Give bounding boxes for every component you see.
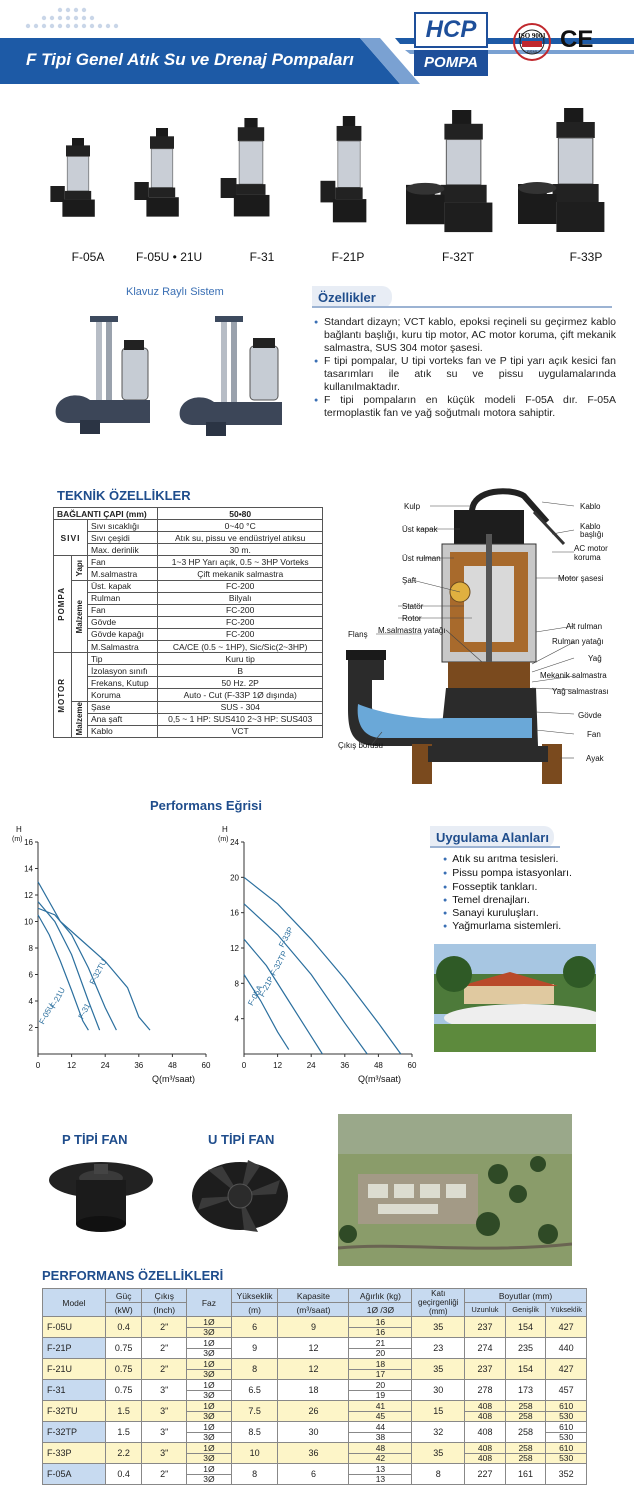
label-kulp: Kulp [404, 502, 421, 511]
series-label: F-32TU [87, 957, 109, 987]
cell-uz: 408 [465, 1422, 506, 1443]
spec-value: FC-200 [158, 580, 323, 592]
spec-value: 1~3 HP Yarı açık, 0.5 ~ 3HP Vorteks [158, 556, 323, 568]
feature-item: ● Standart dizayn; VCT kablo, epoksi reçineli su geçirmez kablo bağlantı başlığı, kuru tip motor, AC motor koruma, çift mekanik salmastra, SUS 304 motor şasesi. [316, 316, 616, 355]
logo-top-text: HCP [414, 12, 488, 48]
spec-value: FC-200 [158, 628, 323, 640]
series-label: F-21P [257, 974, 276, 999]
performance-table [42, 1288, 587, 1485]
x-tick-label: 60 [201, 1061, 211, 1070]
spec-value: Auto - Cut (F-33P 1Ø dışında) [158, 689, 323, 701]
y-tick-label: 4 [234, 1014, 239, 1024]
y-axis-unit: (m) [12, 836, 23, 843]
x-axis-label: Q(m³/saat) [358, 1074, 402, 1084]
x-tick-label: 12 [67, 1061, 77, 1070]
pump-image [218, 118, 284, 218]
x-tick-label: 24 [100, 1061, 110, 1070]
cell-faz: 1Ø 3Ø [187, 1422, 232, 1443]
cell-gen: 258 [505, 1422, 546, 1443]
y-tick-label: 24 [230, 838, 239, 847]
cell-guc: 1.5 [105, 1422, 142, 1443]
cell-gen: 258 258 [505, 1443, 546, 1464]
label-flans: Flanş [348, 630, 368, 639]
cell-yu: 352 [546, 1464, 587, 1485]
cell-uz: 408 408 [465, 1443, 506, 1464]
spec-label: Sıvı sıcaklığı [88, 520, 158, 532]
spec-value: 30 m. [158, 544, 323, 556]
spec-label: Tip [88, 653, 158, 665]
col-faz: Faz [187, 1289, 232, 1317]
y-tick-label: 20 [230, 873, 239, 883]
spec-label: Rulman [88, 592, 158, 604]
col-genislik: Genişlik [505, 1303, 546, 1317]
label-rotor: Rotor [402, 614, 422, 623]
y-tick-label: 16 [230, 908, 239, 918]
cell-cikis: 3" [142, 1422, 187, 1443]
cell-agr: 18 17 [349, 1359, 412, 1380]
cell-yu: 610 530 [546, 1443, 587, 1464]
spec-value: Atık su, pissu ve endüstriyel atıksu [158, 532, 323, 544]
product-label: F-05A [71, 250, 105, 264]
spec-value: B [158, 665, 323, 677]
y-tick-label: 12 [230, 944, 239, 953]
series-label: F-05U [37, 1001, 56, 1026]
cell-guc: 1.5 [105, 1401, 142, 1422]
x-axis-label: Q(m³/saat) [152, 1074, 196, 1084]
cell-guc: 0.75 [105, 1359, 142, 1380]
cell-model: F-05A [43, 1464, 106, 1485]
cell-kati: 8 [412, 1464, 465, 1485]
cell-model: F-21P [43, 1338, 106, 1359]
label-kablo-basligi-1: Kablo [580, 522, 601, 531]
cell-yuk: 6 [231, 1317, 278, 1338]
col-cikis: Çıkış [142, 1289, 187, 1303]
label-mekanik-salmastra: Mekanik salmastra [540, 671, 607, 680]
label-stator: Statör [402, 602, 424, 611]
cell-yuk: 6.5 [231, 1380, 278, 1401]
ce-mark: CE [560, 26, 594, 53]
cell-model: F-32TP [43, 1422, 106, 1443]
cell-uz: 278 [465, 1380, 506, 1401]
app-item: ● Yağmurlama sistemleri. [443, 920, 561, 932]
cell-faz: 1Ø 3Ø [187, 1380, 232, 1401]
x-tick-label: 0 [35, 1061, 41, 1070]
spec-label: Gövde [88, 616, 158, 628]
curve-f-32tp [244, 904, 367, 1054]
product-label: F-32T [441, 250, 474, 264]
table-row [43, 1464, 587, 1485]
label-cikis-borusu: Çıkış borusu [338, 741, 383, 750]
spec-label: Koruma [88, 689, 158, 701]
group-sivi: SIVI [54, 520, 88, 556]
series-label: F-33P [277, 925, 296, 949]
page-title: F Tipi Genel Atık Su ve Drenaj Pompaları [26, 50, 354, 69]
perf-curve-title: Performans Eğrisi [150, 798, 262, 813]
col-cikis-unit: (Inch) [142, 1303, 187, 1317]
rail-system-caption: Klavuz Raylı Sistem [126, 286, 224, 298]
product-label: F-21P [331, 250, 365, 264]
app-item: ● Temel drenajları. [443, 894, 530, 906]
app-item: ● Fosseptik tankları. [443, 881, 537, 893]
app-item: ● Atık su arıtma tesisleri. [443, 853, 558, 865]
table-row [43, 1443, 587, 1464]
pump-image [132, 128, 192, 218]
cell-yuk: 8 [231, 1464, 278, 1485]
spec-value: Bilyalı [158, 592, 323, 604]
cell-agr: 13 13 [349, 1464, 412, 1485]
feature-item: ● F tipi pompalar, U tipi vorteks fan ve P tipi yarı açık kesici fan tasarımları ile atık su ve pissu uygulamalarında kullanılmaktadır. [316, 355, 616, 394]
col-agirlik-unit: 1Ø /3Ø [349, 1303, 412, 1317]
cell-model: F-05U [43, 1317, 106, 1338]
u-type-fan-image [188, 1150, 292, 1240]
cell-kati: 35 [412, 1359, 465, 1380]
col-boyut: Boyutlar (mm) [465, 1289, 587, 1303]
connection-value: 50•80 [158, 508, 323, 520]
pump-image [518, 108, 614, 238]
cell-agr: 16 16 [349, 1317, 412, 1338]
u-fan-label: U TİPİ FAN [208, 1132, 275, 1147]
cell-yu: 610 530 [546, 1422, 587, 1443]
cell-cikis: 3" [142, 1443, 187, 1464]
spec-value: 0,5 ~ 1 HP: SUS410 2~3 HP: SUS403 [158, 713, 323, 725]
cell-faz: 1Ø 3Ø [187, 1464, 232, 1485]
table-row [43, 1359, 587, 1380]
y-tick-label: 14 [24, 864, 33, 874]
y-tick-label: 10 [24, 917, 33, 927]
aerial-facility-photo [338, 1114, 572, 1266]
cell-cikis: 2" [142, 1338, 187, 1359]
cell-cikis: 2" [142, 1317, 187, 1338]
cell-kati: 35 [412, 1443, 465, 1464]
hcp-logo [414, 12, 488, 76]
table-row [43, 1380, 587, 1401]
label-govde: Gövde [578, 711, 602, 720]
app-item: ● Sanayi kuruluşları. [443, 907, 539, 919]
cell-cikis: 3" [142, 1401, 187, 1422]
col-uzunluk: Uzunluk [465, 1303, 506, 1317]
col-model: Model [43, 1289, 106, 1317]
y-tick-label: 6 [28, 970, 33, 980]
col-yukseklik2: Yükseklik [546, 1303, 587, 1317]
connection-label: BAĞLANTI ÇAPI (mm) [54, 508, 158, 520]
cell-model: F-31 [43, 1380, 106, 1401]
label-ac-motor-2: koruma [574, 553, 601, 562]
spec-label: M.salmastra [88, 568, 158, 580]
spec-label: Ana şaft [88, 713, 158, 725]
sub-malzeme-motor: Malzeme [72, 701, 88, 737]
col-kapasite-unit: (m³/saat) [278, 1303, 349, 1317]
spec-label: Fan [88, 604, 158, 616]
cell-kap: 9 [278, 1317, 349, 1338]
pump-image [48, 138, 108, 218]
label-alt-rulman: Alt rulman [566, 622, 603, 631]
cell-cikis: 3" [142, 1380, 187, 1401]
x-tick-label: 36 [340, 1061, 350, 1070]
cell-yuk: 10 [231, 1443, 278, 1464]
label-motor-sasesi: Motor şasesi [558, 574, 604, 583]
p-fan-label: P TİPİ FAN [62, 1132, 128, 1147]
cell-gen: 161 [505, 1464, 546, 1485]
p-type-fan-image [46, 1150, 156, 1234]
cell-guc: 0.4 [105, 1464, 142, 1485]
spec-label: İzolasyon sınıfı [88, 665, 158, 677]
cell-faz: 1Ø 3Ø [187, 1317, 232, 1338]
cell-gen: 173 [505, 1380, 546, 1401]
y-tick-label: 8 [28, 944, 33, 953]
application-photo-plant [434, 944, 596, 1052]
label-yag-salmastrasi: Yağ salmastrası [552, 687, 609, 696]
spec-value: SUS - 304 [158, 701, 323, 713]
cell-gen: 235 [505, 1338, 546, 1359]
spec-value: FC-200 [158, 616, 323, 628]
cell-yu: 427 [546, 1359, 587, 1380]
cell-kati: 15 [412, 1401, 465, 1422]
cell-kap: 6 [278, 1464, 349, 1485]
logo-bottom-text: POMPA [414, 50, 488, 76]
table-row [43, 1338, 587, 1359]
cell-faz: 1Ø 3Ø [187, 1443, 232, 1464]
label-ayak: Ayak [586, 754, 604, 763]
cell-kap: 26 [278, 1401, 349, 1422]
cell-gen: 154 [505, 1317, 546, 1338]
cell-uz: 408 408 [465, 1401, 506, 1422]
cell-model: F-21U [43, 1359, 106, 1380]
y-axis-unit: (m) [218, 836, 229, 843]
y-axis-label: H [222, 825, 228, 834]
label-m-salmastra-yatagi: M.salmastra yatağı [378, 626, 446, 635]
y-tick-label: 8 [234, 979, 239, 989]
cell-kati: 23 [412, 1338, 465, 1359]
col-kapasite: Kapasite [278, 1289, 349, 1303]
spec-label: Max. derinlik [88, 544, 158, 556]
cell-guc: 0.75 [105, 1380, 142, 1401]
spec-value: 0~40 °C [158, 520, 323, 532]
y-axis-label: H [16, 825, 22, 834]
cell-model: F-32TU [43, 1401, 106, 1422]
applications-title: Uygulama Alanları [436, 830, 549, 845]
cell-uz: 274 [465, 1338, 506, 1359]
x-tick-label: 0 [241, 1061, 247, 1070]
cell-faz: 1Ø 3Ø [187, 1401, 232, 1422]
sub-malzeme: Malzeme [72, 580, 88, 653]
cell-agr: 44 38 [349, 1422, 412, 1443]
cell-agr: 41 45 [349, 1401, 412, 1422]
cell-cikis: 2" [142, 1464, 187, 1485]
cell-kati: 32 [412, 1422, 465, 1443]
curve-f-33p [244, 877, 401, 1054]
spec-label: M.Salmastra [88, 641, 158, 653]
perf-table-title: PERFORMANS ÖZELLİKLERİ [42, 1268, 224, 1283]
spec-label: Şase [88, 701, 158, 713]
cell-yu: 610 530 [546, 1401, 587, 1422]
tech-specs-title: TEKNİK ÖZELLİKLER [57, 488, 191, 503]
spec-value: FC-200 [158, 604, 323, 616]
cell-yuk: 7.5 [231, 1401, 278, 1422]
table-row [43, 1401, 587, 1422]
series-label: F-31 [76, 1001, 93, 1021]
cell-model: F-33P [43, 1443, 106, 1464]
cell-kap: 36 [278, 1443, 349, 1464]
cell-cikis: 2" [142, 1359, 187, 1380]
spec-value: CA/CE (0.5 ~ 1HP), Sic/Sic(2~3HP) [158, 641, 323, 653]
spec-label: Kablo [88, 725, 158, 737]
applications-rule [430, 846, 560, 848]
cell-uz: 237 [465, 1317, 506, 1338]
series-label: F-32TP [268, 949, 290, 978]
x-tick-label: 36 [134, 1061, 144, 1070]
x-tick-label: 48 [167, 1061, 177, 1070]
x-tick-label: 48 [373, 1061, 383, 1070]
spec-label: Fan [88, 556, 158, 568]
cell-faz: 1Ø 3Ø [187, 1359, 232, 1380]
col-kati: Katı geçirgenliği (mm) [412, 1289, 465, 1317]
header-dots [24, 4, 134, 30]
label-ac-motor-1: AC motor [574, 544, 608, 553]
spec-value: VCT [158, 725, 323, 737]
y-tick-label: 4 [28, 997, 33, 1006]
perf-chart-left [8, 822, 220, 1102]
group-pompa: POMPA [54, 556, 72, 653]
spec-label: Sıvı çeşidi [88, 532, 158, 544]
iso-certificate-icon [512, 22, 552, 62]
table-row [43, 1422, 587, 1443]
cell-yu: 457 [546, 1380, 587, 1401]
label-yag: Yağ [588, 654, 602, 663]
svg-text:BSMI: BSMI [527, 49, 537, 54]
label-saft: Şaft [402, 576, 417, 585]
cell-kap: 18 [278, 1380, 349, 1401]
label-fan: Fan [587, 730, 601, 739]
rail-system-image [50, 308, 290, 443]
cell-gen: 258 258 [505, 1401, 546, 1422]
cell-kap: 12 [278, 1359, 349, 1380]
svg-text:ISO 9001: ISO 9001 [518, 32, 546, 40]
product-label: F-31 [249, 250, 275, 264]
cell-uz: 237 [465, 1359, 506, 1380]
label-ust-rulman: Üst rulman [402, 554, 441, 563]
col-guc: Güç [105, 1289, 142, 1303]
series-label: F-05A [246, 983, 265, 1008]
cell-kap: 30 [278, 1422, 349, 1443]
cell-faz: 1Ø 3Ø [187, 1338, 232, 1359]
series-label: F-21U [48, 986, 68, 1010]
cell-yuk: 8 [231, 1359, 278, 1380]
features-title: Özellikler [318, 290, 376, 305]
group-motor: MOTOR [54, 653, 72, 738]
perf-chart-right [214, 822, 426, 1102]
table-row [43, 1317, 587, 1338]
product-label: F-05U • 21U [136, 250, 203, 264]
tech-specs-table [53, 507, 323, 738]
cell-agr: 21 20 [349, 1338, 412, 1359]
app-item: ● Pissu pompa istasyonları. [443, 867, 572, 879]
label-ust-kapak: Üst kapak [402, 525, 438, 534]
cell-yuk: 8.5 [231, 1422, 278, 1443]
pump-image [318, 116, 380, 224]
col-yukseklik-unit: (m) [231, 1303, 278, 1317]
sub-yapi: Yapı [72, 556, 88, 580]
cell-guc: 0.4 [105, 1317, 142, 1338]
cell-guc: 0.75 [105, 1338, 142, 1359]
x-tick-label: 24 [306, 1061, 316, 1070]
cell-kap: 12 [278, 1338, 349, 1359]
cell-agr: 48 42 [349, 1443, 412, 1464]
product-label: F-33P [569, 250, 603, 264]
y-tick-label: 16 [24, 838, 33, 847]
cell-guc: 2.2 [105, 1443, 142, 1464]
cell-kati: 30 [412, 1380, 465, 1401]
x-tick-label: 12 [273, 1061, 283, 1070]
cell-yu: 427 [546, 1317, 587, 1338]
feature-item: ● F tipi pompaların en küçük modeli F-05A dır. F-05A termoplastik fan ve yağ soğutmalı motora sahiptir. [316, 394, 616, 420]
col-yukseklik: Yükseklik [231, 1289, 278, 1303]
label-rulman-yatagi: Rulman yatağı [552, 637, 604, 646]
spec-value: Çift mekanik salmastra [158, 568, 323, 580]
cell-uz: 227 [465, 1464, 506, 1485]
label-kablo: Kablo [580, 502, 601, 511]
y-tick-label: 2 [28, 1023, 33, 1033]
spec-value: 50 Hz. 2P [158, 677, 323, 689]
cell-agr: 20 19 [349, 1380, 412, 1401]
cell-yu: 440 [546, 1338, 587, 1359]
label-kablo-basligi-2: başlığı [580, 530, 604, 539]
spec-value: Kuru tip [158, 653, 323, 665]
cell-kati: 35 [412, 1317, 465, 1338]
spec-label: Gövde kapağı [88, 628, 158, 640]
cell-gen: 154 [505, 1359, 546, 1380]
pump-image [406, 110, 502, 238]
x-tick-label: 60 [407, 1061, 417, 1070]
col-guc-unit: (kW) [105, 1303, 142, 1317]
features-rule [312, 306, 612, 308]
spec-label: Üst. kapak [88, 580, 158, 592]
cell-yuk: 9 [231, 1338, 278, 1359]
y-tick-label: 12 [24, 891, 33, 900]
col-agirlik: Ağırlık (kg) [349, 1289, 412, 1303]
spec-label: Frekans, Kutup [88, 677, 158, 689]
